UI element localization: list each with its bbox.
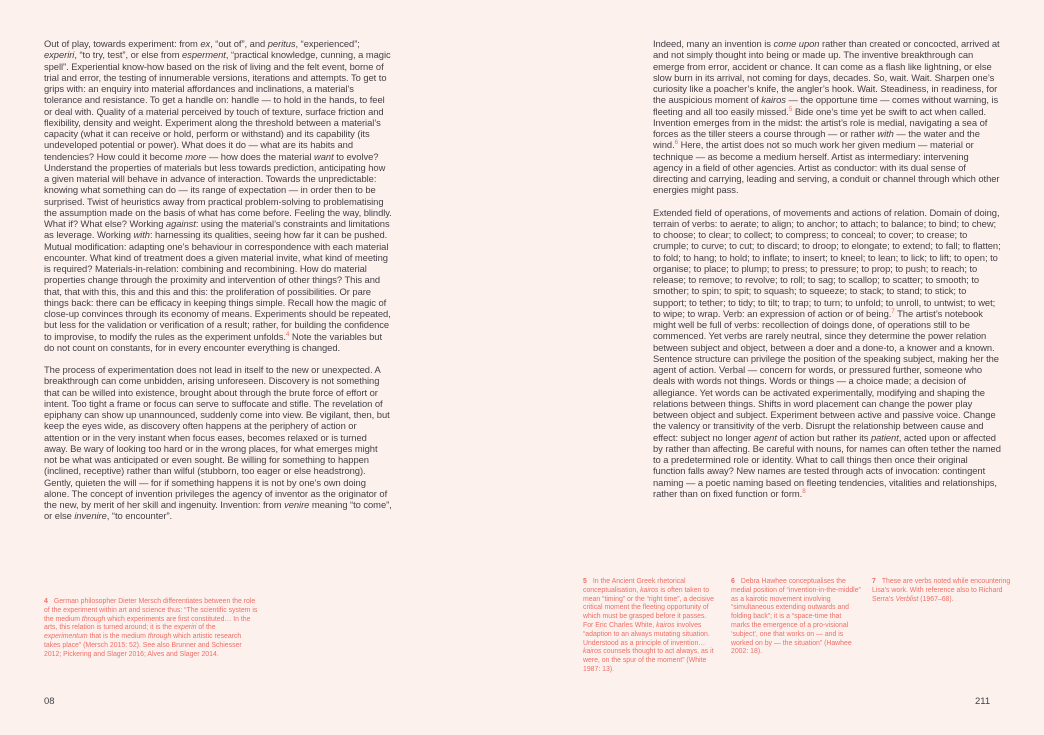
footnote-text: Debra Hawhee conceptualises the medial position of “invention-in-the-middle” as a kairotic movement involving “simultaneous extending outwards and folding back”; it is a “space-time that marks the emergence of a pro-visional ‘subject’, one that works on — and is worked on by — the situation” (Hawhee 2002: 18). (731, 578, 861, 656)
footnote-number: 4 (44, 598, 48, 605)
left-page-body-text (44, 38, 392, 522)
left-paragraph-1: Out of play, towards experiment: from ex, “out of”, and peritus, “experienced”; experiri, “to try, test”, or else from esperment, “practical knowledge, cunning, a magic spell”. Experiential know-how based on the risk of living and the felt event, borne of trial and error, the testing of innumerable versions, iterations and attempts. To get to grips with: an enquiry into material affordances and inclinations, a material’s tolerance and resistance. To get a handle on: handle — to hold in the hands, to feel or deal with. Quality of a material perceived by touch of texture, surface friction and flexibility, density and weight. Experiment along the threshold between a material’s capacity (what it can receive or hold, perform or withstand) and its capability (its undeveloped potential or power). What does it do — what are its habits and tendencies? How could it become more — how does the material want to evolve? Understand the properties of materials but less towards prediction, anticipating how a given material will behave in advance of interaction. Towards the unpredictable: knowing what something can do — its range of expectation — in order then to be surprised. Twist of heuristics away from practical problem-solving to problematising the assumption made on the basis of what has come before. Feeling the way, blindly. What if? What else? Working against: using the material’s constraints and limitations as leverage. Working with: harnessing its qualities, seeing how far it can be pushed. Mutual modification: adapting one’s behaviour in correspondence with each material encounter. What kind of treatment does a given material invite, what kind of meeting is required? Materials-in-relation: combining and recombining. How do material properties change through the proximity and intervention of other things? This and that, that with this, this and this and this: the proliferation of possibilities. Or pare things back: there can be efficacy in keeping things simple. Recall how the magic of close-up convinces through its economy of means. Experiments should be repeated, but less for the validation or verification of a result; rather, for building the confidence to improvise, to modify the rules as the experiment unfolds.$^4$ Note the variables but do not count on constants, for in every encounter everything is changed. (44, 38, 392, 353)
footnote-text: In the Ancient Greek rhetorical conceptualisation, kairos is often taken to mean “timing” or the “right time”, a decisive critical moment the fleeting opportunity of which must be grasped before it passes. For Eric Charles White, kairos involves “adaption to an always mutating situation. Understood as a principle of invention… kairos counsels thought to act always, as it were, on the spur of the moment” (White 1987: 13). (583, 578, 714, 673)
right-page-body-text (653, 38, 1001, 499)
footnote-number: 7 (872, 578, 876, 585)
footnote-text: These are verbs noted while encountering Lisa’s work. With reference also to Richard Serra’s Verblist (1967–68). (872, 578, 1011, 603)
right-paragraph-2: Extended field of operations, of movements and actions of relation. Domain of doing, terrain of verbs: to aerate; to align; to anchor; to attach; to balance; to bind; to chew; to choose; to clear; to collect; to compress; to conceal; to cover; to crease; to crumple; to curve; to cut; to discard; to droop; to elongate; to extend; to fall; to flatten; to fold; to hang; to hold; to inflate; to insert; to kneel; to lean; to lick; to lift; to open; to organise; to place; to plump; to press; to pressure; to prop; to push; to reach; to release; to remove; to revolve; to roll; to sag; to scallop; to scatter; to smooth; to smother; to spin; to spit; to squash; to squeeze; to stack; to stand; to stick; to support; to tether; to tidy; to tilt; to trap; to turn; to unfold; to unroll, to untwist; to wet; to wipe; to wrap. Verb: an expression of action or of being.$^7$ The artist’s notebook might well be full of verbs: recollection of doings done, of operations still to be commenced. Yet verbs are rarely neutral, since they determine the power relation between subject and object, between a doer and a done-to, a knower and a known. Sentence structure can privilege the position of the speaking subject, making her the agent of action. Verbal — concern for words, or pressured further, someone who deals with words not things. Words or things — a choice made; a decision of allegiance. Yet words can be activated experimentally, modifying and shaping the relations between things. Shifts in word placement can change the power play between object and subject. Experiment between active and passive voice. Change the valency or transitivity of the verb. Disrupt the relationship between cause and effect: subject no longer agent of action but rather its patient, acted upon or affected by rather than affecting. Be careful with nouns, for names can often tether the named to a predetermined role or identity. What to call things then once their original function falls away? New names are tested through acts of invocation: contingent naming — a poetic naming based on fleeting tendencies, vitalities and relationships, rather than on fixed function or form.$^8$ (653, 206, 1001, 499)
page-number-right: 211 (975, 696, 991, 707)
footnote-5 (583, 578, 715, 675)
footnote-number: 6 (731, 578, 735, 585)
left-paragraph-2: The process of experimentation does not lead in itself to the new or unexpected. A breakthrough can come unbidden, arising unforeseen. Discovery is not something that can be willed into existence, brought about through the brute force of effort or intent. Too tight a frame or focus can serve to suffocate and stifle. The revelation of epiphany can show up unannounced, suddenly come into view. Be vigilant, then, but keep the eyes wide, as discovery often happens at the periphery of action or attention or in the very instant when focus eases, becomes relaxed or is turned away. Be wary of looking too hard or in the wrong places, for what emerges might not be what was anticipated or even sought. Be willing for something to happen (inclined, receptive) rather than wilful (stubborn, too eager or else headstrong). Gently, quieten the will — for if something happens it is not by one’s own doing alone. The concept of invention privileges the agency of inventor as the originator of the new, by merit of her skill and ingenuity. Invention: from venire meaning “to come”, or else invenire, “to encounter”. (44, 364, 392, 522)
footnote-text: German philosopher Dieter Mersch differentiates between the role of the experiment within art and science thus: “The scientific system is the medium through which experiments are first constituted… In the arts, this relation is turned around; it is the experiri of the experimentum that is the medium through which artistic research takes place” (Mersch 2015: 52). See also Brunner and Schiesser 2012; Pickering and Slager 2016; Alves and Slager 2014. (44, 598, 258, 658)
footnote-number: 5 (583, 578, 587, 585)
page-number-left: 08 (44, 696, 55, 707)
footnote-7 (872, 578, 1020, 604)
footnote-4 (44, 598, 258, 660)
right-paragraph-1: Indeed, many an invention is come upon rather than created or concocted, arrived at and not simply thought into being or made up. The inventive breakthrough can emerge from error, accident or chance. It can come as a flash like lightning, or else slow burn in its arrival, not coming for days, decades. So, wait. Wait. Sharpen one’s curiosity like a poacher’s knife, the angler’s hook. Wait. Steadiness, in readiness, for the auspicious moment of kairos — the opportune time — comes without warning, is fleeting and all too easily missed.$^5$ Bide one’s time yet be swift to act when called. Invention emerges from in the midst: the artist’s role is medial, navigating a sea of forces as the tiller steers a course through — or rather with — the water and the wind.$^6$ Here, the artist does not so much work her given medium — material or technique — as become a medium herself. Artist as intermediary: intervening agency in a field of other agencies. Artist as conductor: with its dual sense of directing and carrying, leading and serving, a conduit or channel through which other energies might pass. (653, 38, 1000, 196)
footnote-6 (731, 578, 861, 657)
